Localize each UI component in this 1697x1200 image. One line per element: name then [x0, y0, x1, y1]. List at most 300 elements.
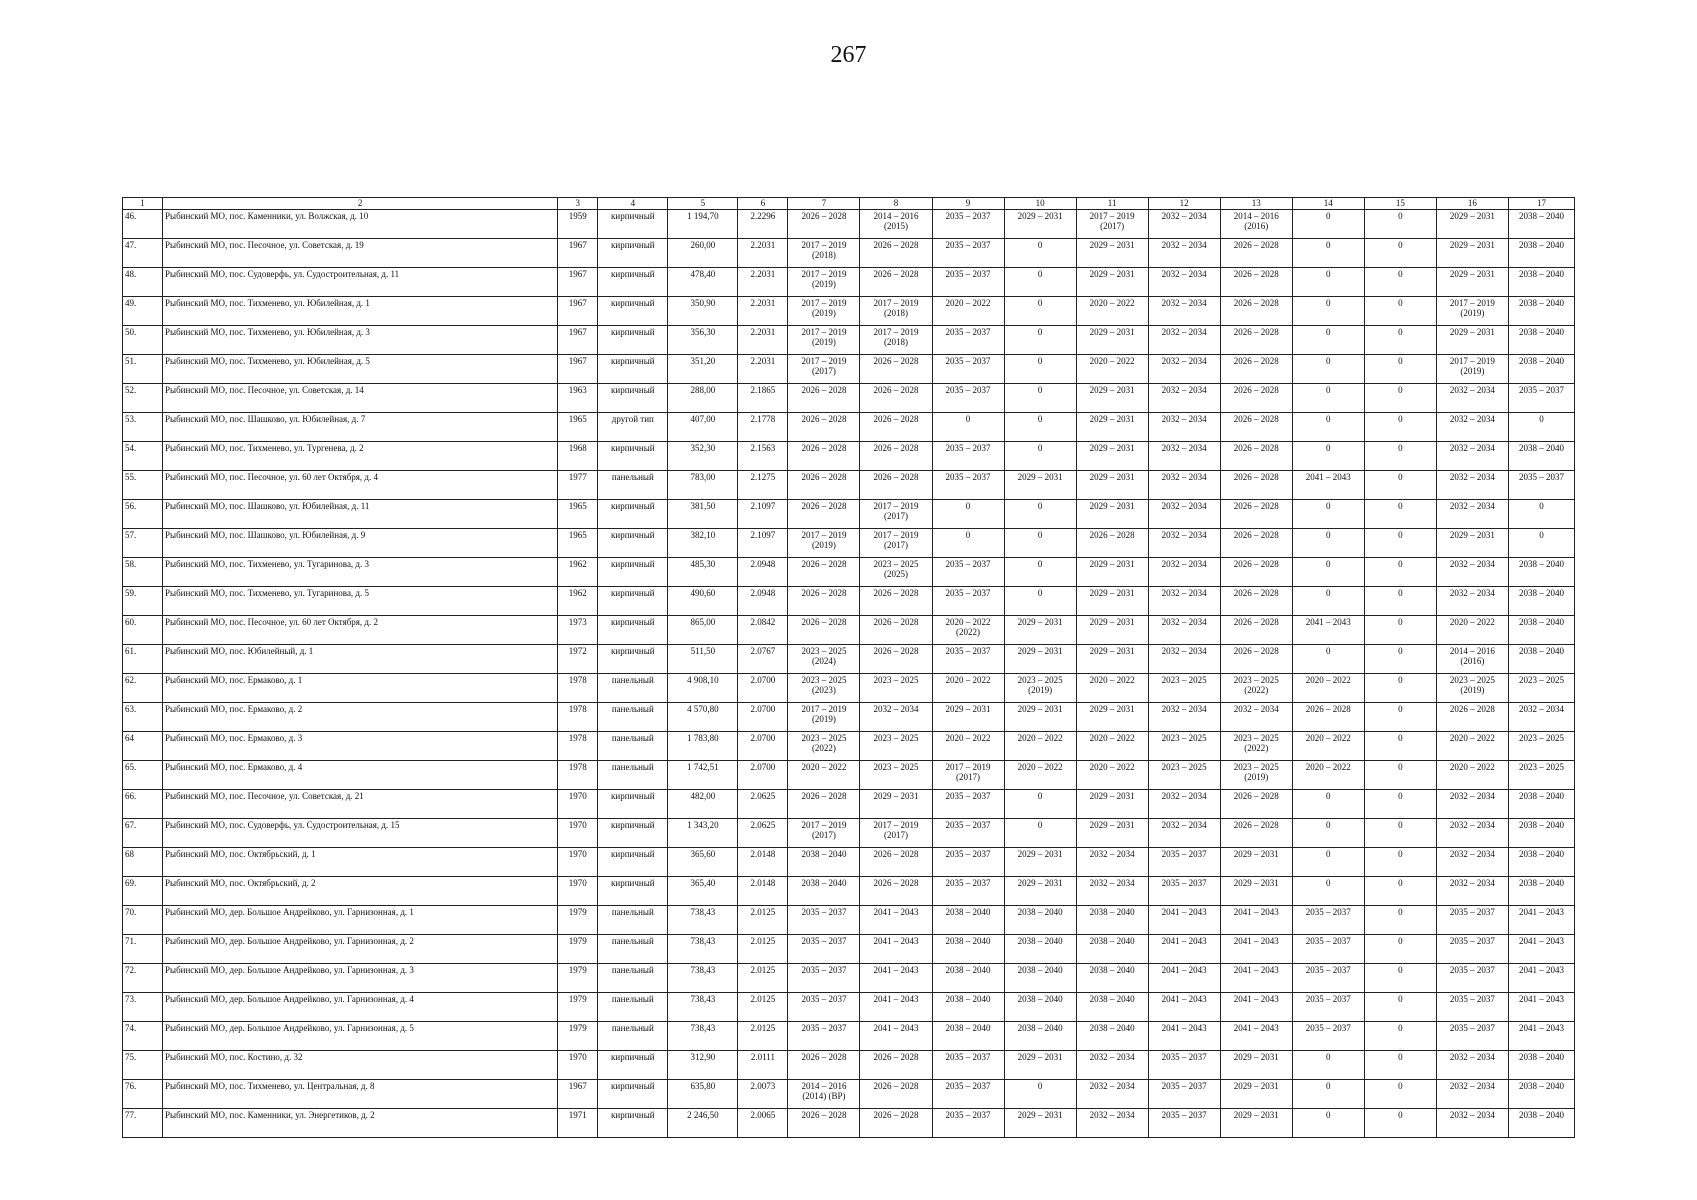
table-cell: 1965: [558, 413, 598, 442]
table-cell: 2023 – 2025: [860, 761, 932, 790]
table-cell: 2026 – 2028: [1220, 239, 1292, 268]
table-row: [123, 355, 1575, 384]
table-cell: 2020 – 2022: [1076, 674, 1148, 703]
table-cell: 478,40: [668, 268, 738, 297]
row-number-cell: 69.: [123, 877, 163, 906]
table-cell: 2038 – 2040: [1508, 1109, 1574, 1138]
row-number-cell: 77.: [123, 1109, 163, 1138]
table-cell: 0: [1292, 877, 1364, 906]
table-cell: 2.0111: [738, 1051, 788, 1080]
table-cell: 783,00: [668, 471, 738, 500]
address-cell: Рыбинский МО, пос. Судоверфь, ул. Судостроительная, д. 15: [163, 819, 558, 848]
table-cell: 2.0125: [738, 1022, 788, 1051]
row-number-cell: 61.: [123, 645, 163, 674]
table-cell: 2.2031: [738, 268, 788, 297]
table-cell: 2032 – 2034: [1148, 819, 1220, 848]
table-cell: 2.0625: [738, 819, 788, 848]
table-cell: 2038 – 2040: [1508, 355, 1574, 384]
table-cell: 2.2031: [738, 297, 788, 326]
table-row: [123, 558, 1575, 587]
table-cell: 2032 – 2034: [1148, 529, 1220, 558]
table-cell: 0: [1364, 790, 1436, 819]
table-cell: 2029 – 2031: [1004, 848, 1076, 877]
table-cell: 0: [1364, 1109, 1436, 1138]
table-cell: 2038 – 2040: [1508, 587, 1574, 616]
table-cell: 2032 – 2034: [1148, 413, 1220, 442]
table-cell: 2035 – 2037: [932, 1080, 1004, 1109]
table-row: [123, 471, 1575, 500]
table-cell: 1971: [558, 1109, 598, 1138]
table-cell: 2.0700: [738, 732, 788, 761]
table-cell: 2026 – 2028: [860, 442, 932, 471]
table-cell: кирпичный: [598, 297, 668, 326]
table-cell: 2026 – 2028: [860, 413, 932, 442]
table-cell: 1968: [558, 442, 598, 471]
table-cell: 2029 – 2031: [860, 790, 932, 819]
table-cell: 2032 – 2034: [1148, 471, 1220, 500]
table-cell: 382,10: [668, 529, 738, 558]
address-cell: Рыбинский МО, пос. Юбилейный, д. 1: [163, 645, 558, 674]
table-cell: 2023 – 2025: [1148, 761, 1220, 790]
address-cell: Рыбинский МО, пос. Тихменево, ул. Тугаринова, д. 5: [163, 587, 558, 616]
table-cell: 2 246,50: [668, 1109, 738, 1138]
table-cell: 0: [1292, 558, 1364, 587]
table-cell: 2026 – 2028: [788, 500, 860, 529]
table-cell: 0: [1364, 819, 1436, 848]
table-cell: 511,50: [668, 645, 738, 674]
table-cell: 2035 – 2037: [1148, 1080, 1220, 1109]
table-cell: 0: [1004, 790, 1076, 819]
column-header-13: 13: [1220, 198, 1292, 210]
table-cell: 2026 – 2028: [860, 471, 932, 500]
table-cell: 2032 – 2034: [1148, 326, 1220, 355]
table-cell: 2017 – 2019 (2018): [788, 239, 860, 268]
table-row: [123, 877, 1575, 906]
table-cell: 2029 – 2031: [1004, 645, 1076, 674]
table-cell: 2041 – 2043: [1508, 993, 1574, 1022]
table-cell: 2014 – 2016 (2015): [860, 210, 932, 239]
table-cell: 2041 – 2043: [1220, 935, 1292, 964]
table-cell: 2029 – 2031: [1004, 1109, 1076, 1138]
table-cell: 2032 – 2034: [1076, 1080, 1148, 1109]
table-cell: 2035 – 2037: [932, 587, 1004, 616]
table-row: [123, 964, 1575, 993]
table-cell: 2029 – 2031: [1220, 1109, 1292, 1138]
table-cell: 2041 – 2043: [1148, 1022, 1220, 1051]
address-cell: Рыбинский МО, пос. Ермаково, д. 3: [163, 732, 558, 761]
table-cell: 865,00: [668, 616, 738, 645]
table-cell: 0: [1364, 877, 1436, 906]
table-cell: 2035 – 2037: [932, 239, 1004, 268]
table-cell: 0: [1364, 355, 1436, 384]
table-cell: 2029 – 2031: [1076, 703, 1148, 732]
table-row: [123, 1080, 1575, 1109]
table-cell: 2.2031: [738, 355, 788, 384]
table-cell: 2.0700: [738, 674, 788, 703]
table-cell: 2029 – 2031: [1220, 877, 1292, 906]
table-cell: панельный: [598, 993, 668, 1022]
table-cell: 0: [1004, 413, 1076, 442]
table-cell: 2041 – 2043: [1148, 935, 1220, 964]
table-cell: другой тип: [598, 413, 668, 442]
table-cell: 2029 – 2031: [1436, 239, 1508, 268]
table-cell: 2023 – 2025 (2019): [1436, 674, 1508, 703]
table-row: [123, 239, 1575, 268]
table-cell: 2026 – 2028: [860, 587, 932, 616]
table-cell: 0: [1508, 413, 1574, 442]
row-number-cell: 68: [123, 848, 163, 877]
table-cell: 1970: [558, 790, 598, 819]
table-cell: 2032 – 2034: [1436, 1109, 1508, 1138]
table-cell: 2035 – 2037: [932, 384, 1004, 413]
table-cell: 738,43: [668, 1022, 738, 1051]
table-cell: 1978: [558, 732, 598, 761]
table-cell: 2020 – 2022: [788, 761, 860, 790]
table-row: [123, 442, 1575, 471]
table-cell: 738,43: [668, 964, 738, 993]
table-cell: 2029 – 2031: [1076, 471, 1148, 500]
table-row: [123, 500, 1575, 529]
column-header-3: 3: [558, 198, 598, 210]
table-cell: 0: [1364, 413, 1436, 442]
table-cell: 2032 – 2034: [1436, 558, 1508, 587]
table-cell: 2020 – 2022: [1292, 761, 1364, 790]
table-cell: 738,43: [668, 906, 738, 935]
table-cell: 2017 – 2019 (2017): [860, 529, 932, 558]
table-cell: 2038 – 2040: [932, 993, 1004, 1022]
table-cell: 2032 – 2034: [1148, 210, 1220, 239]
table-cell: 2032 – 2034: [1436, 587, 1508, 616]
table-row: [123, 790, 1575, 819]
table-cell: 2020 – 2022: [1436, 732, 1508, 761]
table-cell: 0: [1292, 500, 1364, 529]
table-cell: 2038 – 2040: [1508, 848, 1574, 877]
table-cell: 2.0948: [738, 558, 788, 587]
table-cell: кирпичный: [598, 442, 668, 471]
table-cell: 2038 – 2040: [1076, 993, 1148, 1022]
table-cell: 2041 – 2043: [1148, 964, 1220, 993]
table-cell: 2032 – 2034: [1436, 1051, 1508, 1080]
column-header-7: 7: [788, 198, 860, 210]
table-cell: 2035 – 2037: [932, 471, 1004, 500]
table-cell: 2026 – 2028: [860, 616, 932, 645]
table-cell: 0: [1004, 442, 1076, 471]
table-cell: 2026 – 2028: [788, 413, 860, 442]
table-cell: 2023 – 2025 (2022): [1220, 674, 1292, 703]
row-number-cell: 65.: [123, 761, 163, 790]
table-cell: 1962: [558, 587, 598, 616]
row-number-cell: 63.: [123, 703, 163, 732]
table-cell: 2023 – 2025 (2019): [1220, 761, 1292, 790]
table-cell: 2017 – 2019 (2018): [860, 297, 932, 326]
table-cell: 2026 – 2028: [860, 1109, 932, 1138]
address-cell: Рыбинский МО, пос. Песочное, ул. Советская, д. 19: [163, 239, 558, 268]
housing-repair-schedule-table: [122, 197, 1575, 1138]
table-cell: 2035 – 2037: [1148, 1051, 1220, 1080]
table-cell: 635,80: [668, 1080, 738, 1109]
table-cell: 2035 – 2037: [1148, 848, 1220, 877]
table-cell: 738,43: [668, 993, 738, 1022]
table-cell: кирпичный: [598, 500, 668, 529]
table-cell: 2020 – 2022: [1076, 297, 1148, 326]
address-cell: Рыбинский МО, пос. Каменники, ул. Энергетиков, д. 2: [163, 1109, 558, 1138]
table-cell: кирпичный: [598, 355, 668, 384]
table-cell: 2035 – 2037: [932, 210, 1004, 239]
table-cell: 2038 – 2040: [1508, 819, 1574, 848]
table-cell: 2029 – 2031: [1004, 877, 1076, 906]
table-cell: кирпичный: [598, 587, 668, 616]
table-cell: 2023 – 2025: [1508, 674, 1574, 703]
row-number-cell: 50.: [123, 326, 163, 355]
table-cell: 2029 – 2031: [1004, 471, 1076, 500]
table-cell: 350,90: [668, 297, 738, 326]
table-cell: 2035 – 2037: [932, 355, 1004, 384]
table-cell: 2029 – 2031: [1004, 703, 1076, 732]
table-cell: 2038 – 2040: [1508, 558, 1574, 587]
table-cell: 2038 – 2040: [1508, 616, 1574, 645]
table-cell: 2035 – 2037: [1148, 1109, 1220, 1138]
address-cell: Рыбинский МО, пос. Судоверфь, ул. Судостроительная, д. 11: [163, 268, 558, 297]
table-row: [123, 761, 1575, 790]
table-cell: 2035 – 2037: [1436, 1022, 1508, 1051]
table-cell: 2035 – 2037: [788, 964, 860, 993]
row-number-cell: 46.: [123, 210, 163, 239]
row-number-cell: 55.: [123, 471, 163, 500]
address-cell: Рыбинский МО, дер. Большое Андрейково, ул. Гарнизонная, д. 3: [163, 964, 558, 993]
table-cell: 2026 – 2028: [860, 355, 932, 384]
table-cell: 2029 – 2031: [1436, 529, 1508, 558]
table-cell: 2035 – 2037: [1436, 935, 1508, 964]
table-cell: 2038 – 2040: [1508, 790, 1574, 819]
row-number-cell: 57.: [123, 529, 163, 558]
table-cell: 2017 – 2019 (2019): [1436, 355, 1508, 384]
table-cell: 0: [1292, 587, 1364, 616]
table-cell: 2.0625: [738, 790, 788, 819]
row-number-cell: 60.: [123, 616, 163, 645]
table-cell: 738,43: [668, 935, 738, 964]
table-cell: 1967: [558, 297, 598, 326]
address-cell: Рыбинский МО, пос. Октябрьский, д. 1: [163, 848, 558, 877]
table-cell: 2032 – 2034: [1436, 790, 1508, 819]
table-cell: 1979: [558, 935, 598, 964]
table-cell: кирпичный: [598, 1080, 668, 1109]
table-cell: 2017 – 2019 (2019): [788, 703, 860, 732]
row-number-cell: 49.: [123, 297, 163, 326]
table-cell: 1978: [558, 674, 598, 703]
table-cell: 2026 – 2028: [1220, 645, 1292, 674]
table-cell: панельный: [598, 935, 668, 964]
row-number-cell: 73.: [123, 993, 163, 1022]
table-cell: 2032 – 2034: [1148, 587, 1220, 616]
table-cell: 0: [1292, 384, 1364, 413]
table-cell: 2038 – 2040: [932, 1022, 1004, 1051]
table-cell: 2029 – 2031: [1436, 268, 1508, 297]
table-cell: 2026 – 2028: [788, 442, 860, 471]
table-cell: 2023 – 2025: [1148, 674, 1220, 703]
table-cell: 2041 – 2043: [1508, 906, 1574, 935]
column-header-15: 15: [1364, 198, 1436, 210]
table-cell: 2032 – 2034: [1076, 877, 1148, 906]
table-cell: 0: [1292, 645, 1364, 674]
table-cell: 2023 – 2025: [1508, 761, 1574, 790]
table-cell: 2032 – 2034: [1436, 471, 1508, 500]
table-cell: 0: [1364, 993, 1436, 1022]
table-cell: 2032 – 2034: [860, 703, 932, 732]
table-cell: кирпичный: [598, 210, 668, 239]
table-row: [123, 819, 1575, 848]
table-cell: 2032 – 2034: [1148, 268, 1220, 297]
table-cell: 2041 – 2043: [1508, 1022, 1574, 1051]
table-cell: 2032 – 2034: [1148, 616, 1220, 645]
table-cell: кирпичный: [598, 268, 668, 297]
table-cell: 0: [1508, 500, 1574, 529]
table-cell: 2041 – 2043: [1292, 471, 1364, 500]
table-cell: 2026 – 2028: [1220, 529, 1292, 558]
row-number-cell: 52.: [123, 384, 163, 413]
table-cell: 2029 – 2031: [1076, 500, 1148, 529]
table-cell: 2038 – 2040: [1508, 877, 1574, 906]
address-cell: Рыбинский МО, пос. Песочное, ул. Советская, д. 21: [163, 790, 558, 819]
table-row: [123, 413, 1575, 442]
table-cell: 2023 – 2025: [1508, 732, 1574, 761]
table-cell: 2041 – 2043: [1220, 1022, 1292, 1051]
table-cell: кирпичный: [598, 384, 668, 413]
table-cell: кирпичный: [598, 819, 668, 848]
table-cell: 2.1865: [738, 384, 788, 413]
table-cell: 2026 – 2028: [788, 1051, 860, 1080]
column-header-16: 16: [1436, 198, 1508, 210]
table-cell: 2032 – 2034: [1220, 703, 1292, 732]
address-cell: Рыбинский МО, дер. Большое Андрейково, ул. Гарнизонная, д. 2: [163, 935, 558, 964]
table-cell: 2020 – 2022: [1004, 761, 1076, 790]
table-cell: 2032 – 2034: [1148, 239, 1220, 268]
table-cell: 2023 – 2025: [860, 732, 932, 761]
row-number-cell: 74.: [123, 1022, 163, 1051]
table-body: [123, 210, 1575, 1138]
table-cell: кирпичный: [598, 790, 668, 819]
table-cell: 0: [1292, 529, 1364, 558]
table-cell: 2020 – 2022: [932, 297, 1004, 326]
table-cell: 2035 – 2037: [1292, 935, 1364, 964]
address-cell: Рыбинский МО, пос. Песочное, ул. Советская, д. 14: [163, 384, 558, 413]
table-cell: 2035 – 2037: [1292, 964, 1364, 993]
row-number-cell: 51.: [123, 355, 163, 384]
row-number-cell: 53.: [123, 413, 163, 442]
table-cell: 2029 – 2031: [1004, 210, 1076, 239]
table-cell: 2032 – 2034: [1508, 703, 1574, 732]
table-cell: 2032 – 2034: [1148, 558, 1220, 587]
table-cell: 2026 – 2028: [860, 239, 932, 268]
table-cell: 2038 – 2040: [1508, 239, 1574, 268]
table-cell: 0: [1004, 558, 1076, 587]
row-number-cell: 56.: [123, 500, 163, 529]
table-cell: 0: [1004, 268, 1076, 297]
table-cell: 0: [1364, 442, 1436, 471]
column-header-10: 10: [1004, 198, 1076, 210]
address-cell: Рыбинский МО, пос. Песочное, ул. 60 лет Октября, д. 4: [163, 471, 558, 500]
table-cell: 2035 – 2037: [788, 1022, 860, 1051]
table-cell: 2020 – 2022: [1076, 761, 1148, 790]
table-cell: 1970: [558, 1051, 598, 1080]
table-cell: 2032 – 2034: [1148, 790, 1220, 819]
table-cell: 1979: [558, 1022, 598, 1051]
table-cell: 0: [1004, 587, 1076, 616]
table-cell: 1967: [558, 268, 598, 297]
address-cell: Рыбинский МО, пос. Ермаково, д. 2: [163, 703, 558, 732]
table-cell: 2029 – 2031: [1076, 616, 1148, 645]
table-cell: 2038 – 2040: [788, 877, 860, 906]
table-cell: 0: [1004, 239, 1076, 268]
table-cell: 2038 – 2040: [1076, 906, 1148, 935]
table-cell: 2035 – 2037: [932, 442, 1004, 471]
table-cell: 2.0700: [738, 761, 788, 790]
table-cell: 2038 – 2040: [1508, 268, 1574, 297]
table-cell: 2038 – 2040: [1508, 1080, 1574, 1109]
table-cell: 2026 – 2028: [788, 471, 860, 500]
table-cell: 0: [1292, 1051, 1364, 1080]
table-cell: 1 742,51: [668, 761, 738, 790]
table-row: [123, 587, 1575, 616]
table-cell: 2020 – 2022: [932, 674, 1004, 703]
table-cell: 2029 – 2031: [1076, 790, 1148, 819]
table-cell: 1978: [558, 761, 598, 790]
table-cell: 2.2296: [738, 210, 788, 239]
table-cell: 0: [1364, 761, 1436, 790]
table-cell: 2032 – 2034: [1436, 384, 1508, 413]
address-cell: Рыбинский МО, пос. Ермаково, д. 1: [163, 674, 558, 703]
table-cell: 2035 – 2037: [1292, 906, 1364, 935]
table-cell: кирпичный: [598, 1051, 668, 1080]
address-cell: Рыбинский МО, пос. Костино, д. 32: [163, 1051, 558, 1080]
table-cell: 2026 – 2028: [1076, 529, 1148, 558]
table-cell: 1 783,80: [668, 732, 738, 761]
table-cell: 2038 – 2040: [1004, 993, 1076, 1022]
row-number-cell: 54.: [123, 442, 163, 471]
table-cell: 2017 – 2019 (2017): [1076, 210, 1148, 239]
column-header-4: 4: [598, 198, 668, 210]
table-cell: 0: [1508, 529, 1574, 558]
table-cell: 2.1097: [738, 500, 788, 529]
table-cell: 2032 – 2034: [1076, 1109, 1148, 1138]
table-cell: 2041 – 2043: [860, 993, 932, 1022]
table-cell: 2029 – 2031: [1076, 645, 1148, 674]
table-cell: 2026 – 2028: [1292, 703, 1364, 732]
table-cell: 2.0148: [738, 877, 788, 906]
table-cell: 2038 – 2040: [932, 906, 1004, 935]
table-row: [123, 1051, 1575, 1080]
table-cell: 2035 – 2037: [788, 993, 860, 1022]
column-header-9: 9: [932, 198, 1004, 210]
table-cell: 2026 – 2028: [1220, 413, 1292, 442]
table-cell: 0: [1364, 732, 1436, 761]
table-cell: 2041 – 2043: [1220, 964, 1292, 993]
table-cell: 2026 – 2028: [1220, 500, 1292, 529]
table-cell: кирпичный: [598, 558, 668, 587]
table-cell: 0: [1364, 1080, 1436, 1109]
table-cell: 2035 – 2037: [1436, 993, 1508, 1022]
table-cell: 2029 – 2031: [1076, 587, 1148, 616]
table-cell: 0: [1292, 819, 1364, 848]
table-cell: 2023 – 2025 (2022): [1220, 732, 1292, 761]
table-cell: 312,90: [668, 1051, 738, 1080]
table-cell: 2032 – 2034: [1148, 297, 1220, 326]
table-cell: 2.0842: [738, 616, 788, 645]
table-cell: 2032 – 2034: [1436, 848, 1508, 877]
table-cell: 2035 – 2037: [932, 819, 1004, 848]
table-cell: 2038 – 2040: [1076, 964, 1148, 993]
table-cell: 2029 – 2031: [1220, 1051, 1292, 1080]
column-header-14: 14: [1292, 198, 1364, 210]
